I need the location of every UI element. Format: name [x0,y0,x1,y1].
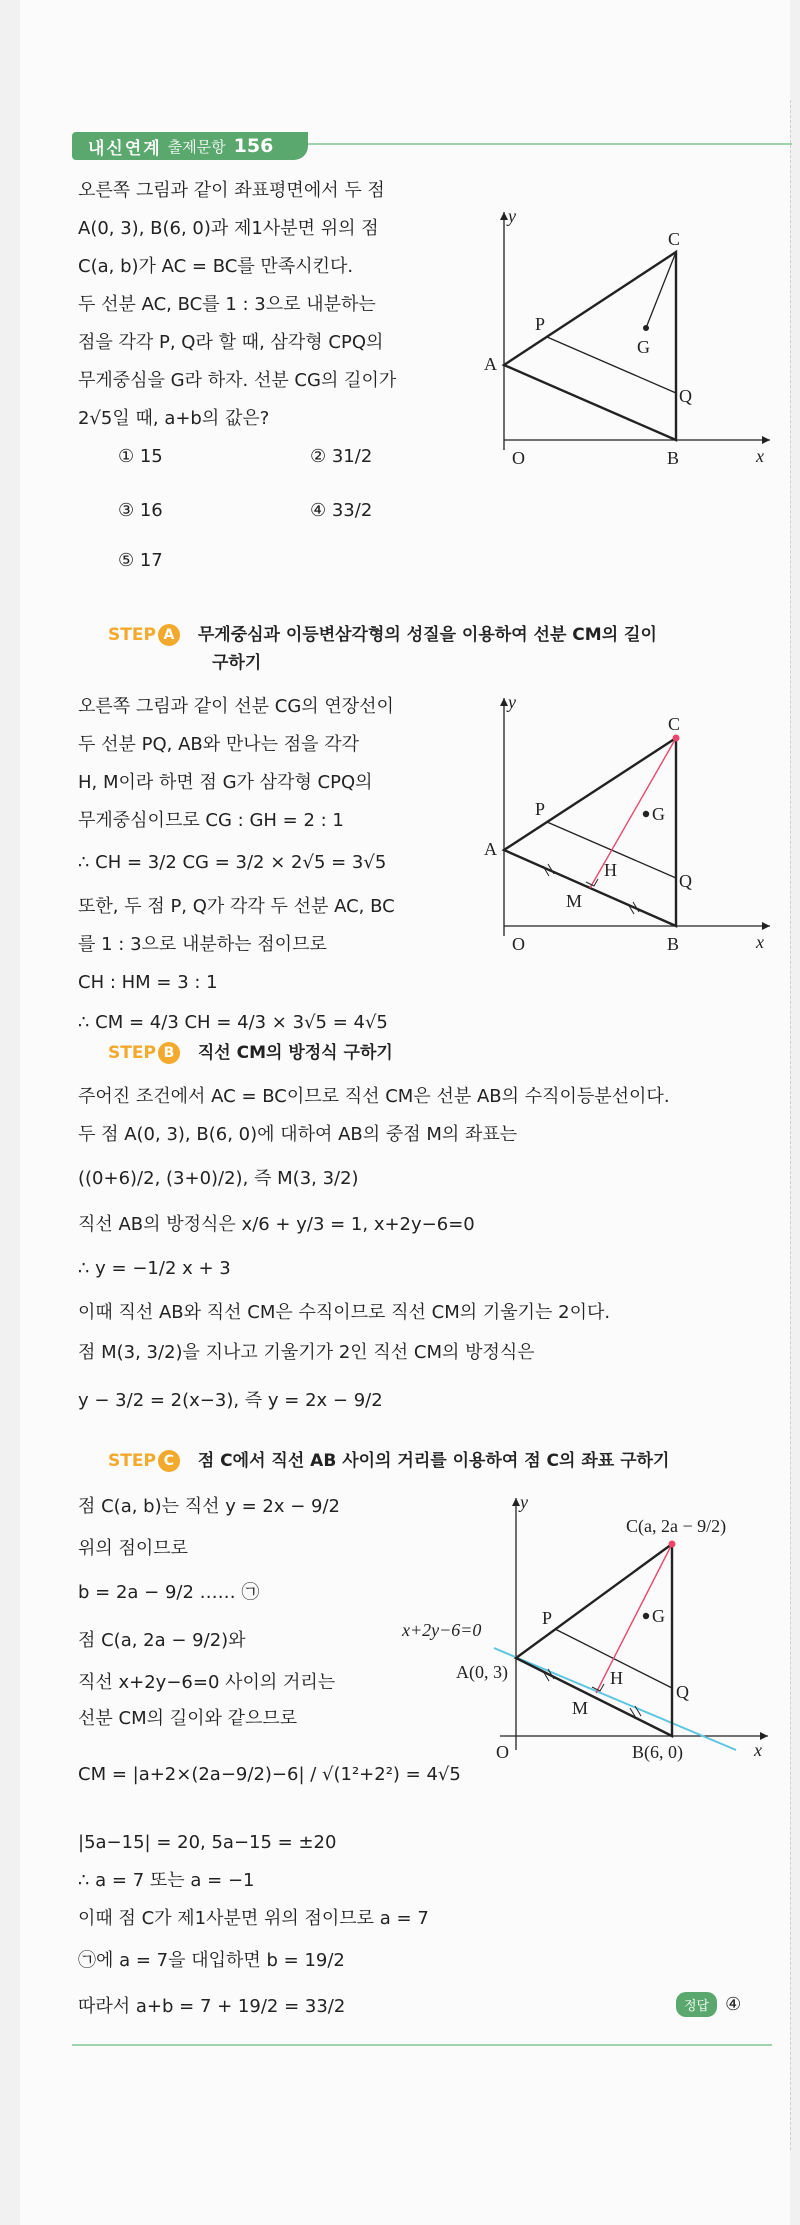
step-b-line: 주어진 조건에서 AC = BC이므로 직선 CM은 선분 AB의 수직이등분선이다. [78,1086,670,1107]
fig2-label: A [484,839,497,859]
step-a-line: ∴ CH = 3/2 CG = 3/2 × 2√5 = 3√5 [78,852,387,873]
step-a-title: 무게중심과 이등변삼각형의 성질을 이용하여 선분 CM의 길이 [197,625,657,645]
step-b-label: STEP [108,1043,156,1063]
step-a-line: 또한, 두 점 P, Q가 각각 두 선분 AC, BC [78,896,395,917]
step-b-line: 이때 직선 AB와 직선 CM은 수직이므로 직선 CM의 기울기는 2이다. [78,1302,611,1323]
fig1-label: x [756,446,764,466]
problem-line: 두 선분 AC, BC를 1 : 3으로 내분하는 [78,294,376,315]
fig3-label: G [652,1606,665,1626]
fig3-label: H [610,1668,623,1688]
fig3-label: O [496,1742,509,1762]
fig3-label: x+2y−6=0 [402,1620,482,1640]
fig1-label: Q [679,386,692,406]
step-c-line: 선분 CM의 길이와 같으므로 [78,1708,298,1729]
fig3-label: A(0, 3) [456,1662,508,1682]
step-b-letter: B [158,1042,180,1064]
step-c-line: ㉠에 a = 7을 대입하면 b = 19/2 [78,1950,345,1971]
fig2-label: O [512,934,525,954]
figure-3 [400,1488,780,1778]
choice-5: ⑤ 17 [118,550,163,571]
page [20,0,790,2225]
step-c-line: ∴ a = 7 또는 a = −1 [78,1870,255,1891]
fig2-label: P [535,799,546,819]
step-b-heading [108,1038,393,1064]
step-b-line: 점 M(3, 3/2)을 지나고 기울기가 2인 직선 CM의 방정식은 [78,1342,535,1363]
answer-value: ④ [725,1993,742,2015]
fig2-label: M [566,891,583,911]
figure-1 [480,200,780,470]
badge-part2: 출제문항 [167,137,226,156]
step-c-letter: C [158,1450,180,1472]
fig3-label: Q [676,1682,689,1702]
fig2-label: y [508,692,516,712]
fig2-label: Q [679,871,692,891]
problem-line: 2√5일 때, a+b의 값은? [78,408,270,429]
step-c-line: b = 2a − 9/2 …… ㉠ [78,1582,260,1603]
problem-line: 점을 각각 P, Q라 할 때, 삼각형 CPQ의 [78,332,384,353]
problem-line: A(0, 3), B(6, 0)과 제1사분면 위의 점 [78,218,379,239]
step-a-title-2: 구하기 [212,653,262,673]
fig3-label: C(a, 2a − 9/2) [626,1516,727,1536]
choice-4: ④ 33/2 [310,500,373,521]
step-a-heading [108,620,657,646]
fig2-label: H [604,860,617,880]
fig1-label: C [668,229,681,249]
fig1-label: O [512,448,525,468]
fig1-label: A [484,354,497,374]
fig2-label: C [668,714,681,734]
answer-label: 정답 [676,1992,717,2017]
step-a-line: 를 1 : 3으로 내분하는 점이므로 [78,934,327,955]
fig3-label: y [520,1492,528,1512]
step-b-line: y − 3/2 = 2(x−3), 즉 y = 2x − 9/2 [78,1390,383,1411]
badge-part1: 내신연계 [88,138,162,159]
step-b-line: ((0+6)/2, (3+0)/2), 즉 M(3, 3/2) [78,1168,359,1189]
header-badge [72,132,308,160]
fig2-label: x [756,932,764,952]
fig3-label: B(6, 0) [632,1742,683,1762]
step-a-line: H, M이라 하면 점 G가 삼각형 CPQ의 [78,772,373,793]
choice-2: ② 31/2 [310,446,373,467]
step-a-letter: A [158,624,180,646]
problem-line: C(a, b)가 AC = BC를 만족시킨다. [78,256,354,277]
step-b-line: 직선 AB의 방정식은 x/6 + y/3 = 1, x+2y−6=0 [78,1214,475,1235]
step-c-line: CM = |a+2×(2a−9/2)−6| / √(1²+2²) = 4√5 [78,1764,461,1785]
step-a-line: CH : HM = 3 : 1 [78,972,218,993]
fig2-label: B [667,934,680,954]
fig1-label: G [637,337,650,357]
step-c-line: 점 C(a, b)는 직선 y = 2x − 9/2 [78,1496,341,1517]
step-c-line: 점 C(a, 2a − 9/2)와 [78,1630,246,1651]
step-a-line: 오른쪽 그림과 같이 선분 CG의 연장선이 [78,696,394,717]
step-a-label: STEP [108,625,156,645]
figure-2 [480,688,780,956]
right-guide [790,100,791,2150]
step-b-title: 직선 CM의 방정식 구하기 [197,1043,393,1063]
step-b-line: 두 점 A(0, 3), B(6, 0)에 대하여 AB의 중점 M의 좌표는 [78,1124,518,1145]
step-c-line: 이때 점 C가 제1사분면 위의 점이므로 a = 7 [78,1908,429,1929]
step-c-line: 위의 점이므로 [78,1538,189,1559]
fig1-label: y [508,206,516,226]
fig1-label: B [667,448,680,468]
badge-number: 156 [233,135,274,157]
fig3-label: x [754,1740,762,1760]
step-c-line: 따라서 a+b = 7 + 19/2 = 33/2 [78,1996,346,2017]
step-c-line: 직선 x+2y−6=0 사이의 거리는 [78,1672,336,1693]
answer-box [676,1992,741,2017]
footer-rule [72,2044,772,2046]
fig3-label: M [572,1698,589,1718]
step-c-line: |5a−15| = 20, 5a−15 = ±20 [78,1832,337,1853]
fig3-label: P [542,1608,553,1628]
step-c-heading [108,1446,669,1472]
fig2-label: G [652,804,665,824]
problem-line: 무게중심을 G라 하자. 선분 CG의 길이가 [78,370,397,391]
step-a-line: 무게중심이므로 CG : GH = 2 : 1 [78,810,344,831]
choice-1: ① 15 [118,446,163,467]
step-c-label: STEP [108,1451,156,1471]
step-a-line: 두 선분 PQ, AB와 만나는 점을 각각 [78,734,360,755]
problem-line: 오른쪽 그림과 같이 좌표평면에서 두 점 [78,180,385,201]
step-c-title: 점 C에서 직선 AB 사이의 거리를 이용하여 점 C의 좌표 구하기 [197,1451,670,1471]
fig1-label: P [535,314,546,334]
step-a-line: ∴ CM = 4/3 CH = 4/3 × 3√5 = 4√5 [78,1012,388,1033]
step-b-line: ∴ y = −1/2 x + 3 [78,1258,231,1279]
choice-3: ③ 16 [118,500,163,521]
